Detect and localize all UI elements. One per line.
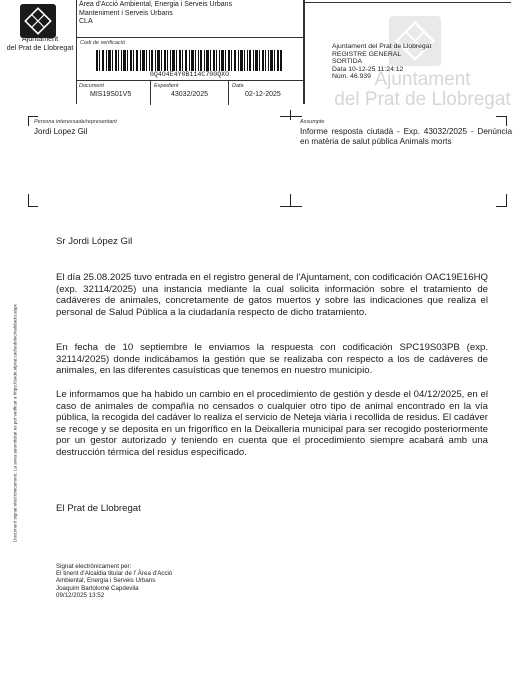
salutation: Sr Jordi López Gil — [56, 236, 133, 247]
corner-mark — [28, 206, 38, 207]
document-value: MIS19S01V5 — [90, 91, 132, 98]
expedient-value: 43032/2025 — [171, 91, 208, 98]
document-cell — [76, 81, 150, 105]
verification-section — [76, 37, 303, 81]
corner-mark — [28, 116, 29, 126]
watermark-line2: del Prat de Llobregat — [334, 89, 511, 110]
registry-frame-left — [304, 0, 305, 104]
barcode — [96, 50, 282, 71]
verification-sidebar — [8, 238, 22, 608]
corner-mark — [290, 194, 291, 206]
paragraph-3: Le informamos que ha habido un cambio en el procedimiento de gestión y desde el 04/12/2025, en el caso de animales de compañía no censados o cualquier otro tipo de animal encontrado en la vía pública, la recogida del cadáver lo realiza el servicio de Neteja viària i recollida de residus. El cadáver se recoge y se deposita en un frigorífico en la Deixalleria municipal para ser recogido posteriormente por un gestor autorizado y teniendo en cuenta que el procedimiento siempre acabará amb una destrucción térmica del residus especificado. — [56, 389, 488, 458]
corner-mark — [28, 116, 38, 117]
registry-frame-top — [304, 0, 511, 3]
signature-line4: Joaquim Bartolomé Capdevila — [56, 584, 139, 592]
corner-mark — [496, 116, 507, 117]
recipient-name: Jordi Lopez Gil — [34, 127, 88, 136]
signature-line2: El tinent d'Alcaldia titular de l' Àrea d'Acció — [56, 570, 173, 578]
document-label: Document — [79, 83, 105, 89]
sidebar-text: Document signat electrònicament. La seva autenticitat es pot verificar a https://sede.elprat.cat/sedelec/validacio.aspx — [12, 304, 18, 542]
corner-mark — [28, 194, 29, 206]
corner-mark — [280, 116, 302, 117]
signature-line1: Signat electrònicament per: — [56, 563, 132, 570]
corner-mark — [280, 206, 302, 207]
department-line: CLA — [79, 18, 93, 25]
registry-line3: SORTIDA — [332, 58, 363, 66]
org-name — [4, 34, 76, 52]
expedient-label: Expedient — [154, 83, 179, 89]
corner-mark — [506, 194, 507, 206]
subject-text: Informe resposta ciutadà - Exp. 43032/2025 - Denúncia en matèria de salut pública Animals morts — [300, 127, 512, 146]
corner-mark — [496, 206, 507, 207]
signature-line5: 09/12/2025 13:52 — [56, 591, 105, 599]
corner-mark — [506, 116, 507, 126]
recipient-label: Persona interessada/representant — [34, 119, 117, 125]
meta-row — [76, 80, 303, 105]
corner-mark — [290, 110, 291, 120]
org-name-line2: del Prat de Llobregat — [6, 43, 74, 52]
date-cell — [228, 81, 303, 105]
subject-label: Assumpte — [300, 119, 325, 125]
department-line: Àrea d'Acció Ambiental, Energia i Serveis Urbans — [79, 1, 233, 8]
closing-place: El Prat de Llobregat — [56, 503, 141, 514]
registry-line2: REGISTRE GENERAL — [332, 50, 402, 58]
registry-line5: Núm. 46.939 — [332, 73, 371, 81]
verification-code: 0Q4O4E4Y0B114C700QXO — [149, 71, 230, 78]
paragraph-2: En fecha de 10 septiembre le enviamos la respuesta con codificación SPC19S03PB (exp. 32114/2025) donde indicábamos la gestión que se realizaba con respecto a los de cadáveres de animales, en las diferentes casuísticas que tenemos en nuestro municipio. — [56, 342, 488, 377]
verification-label: Codi de verificació — [80, 40, 125, 46]
department-line: Manteniment i Serveis Urbans — [79, 9, 173, 17]
watermark-line1: Ajuntament — [374, 69, 471, 90]
registry-line1: Ajuntament del Prat de Llobregat — [332, 43, 432, 50]
paragraph-1: El día 25.08.2025 tuvo entrada en el registro general de l'Ajuntament, con codificación OAC19E16HQ (exp. 32114/2025) una instancia mediante la cual solicita información sobre el tratamiento de cadáveres de animales, concretamente de gatos muertos y sobre las indicaciones que realiza el personal de Salud Pública a la ciudadanía respecto de dicho tratamiento. — [56, 272, 488, 318]
expedient-cell — [150, 81, 229, 105]
date-value: 02-12-2025 — [245, 91, 281, 98]
signature-block — [56, 563, 172, 599]
registry-stamp — [332, 43, 431, 81]
registry-line4: Data 10-12-25 11:24:12 — [332, 65, 404, 73]
date-label: Data — [232, 83, 244, 89]
department — [79, 1, 301, 27]
signature-line3: Ambiental, Energia i Serveis Urbans — [56, 577, 156, 585]
org-name-line1: Ajuntament — [21, 34, 59, 43]
